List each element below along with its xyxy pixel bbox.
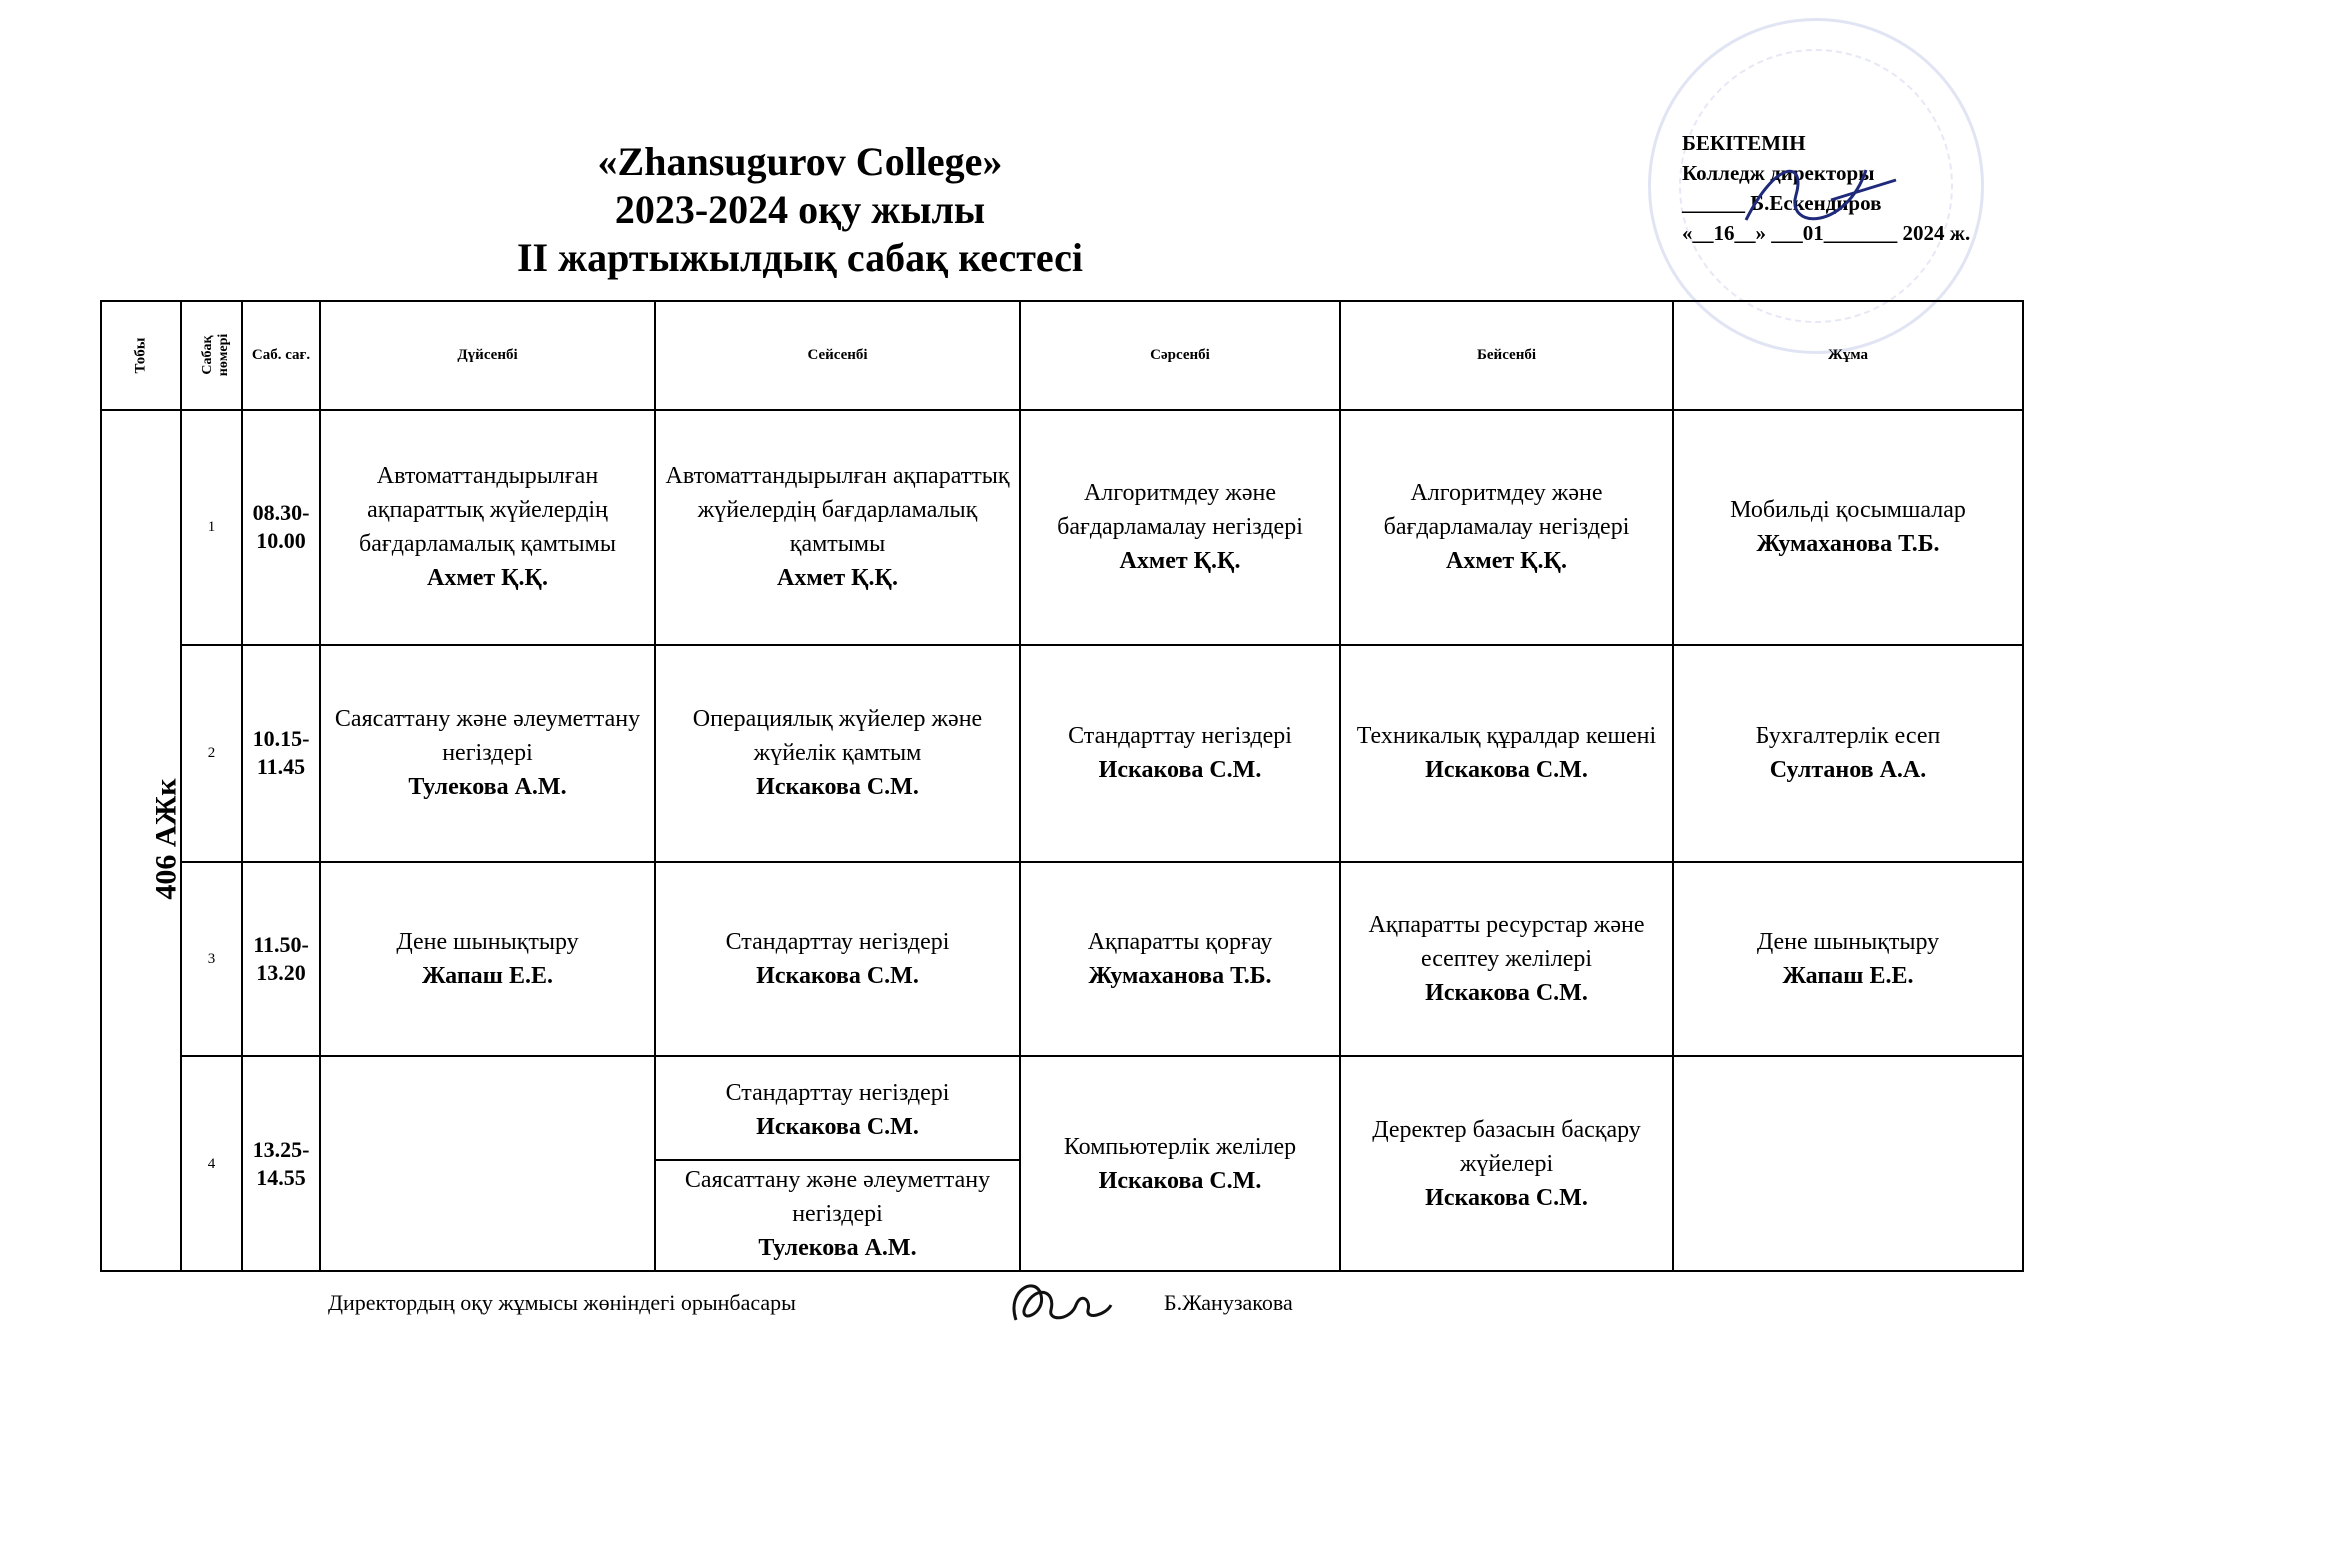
schedule-cell: Операциялық жүйелер және жүйелік қамтым Искакова С.М. [655,645,1020,862]
academic-year: 2023-2024 оқу жылы [614,187,986,232]
table-row [101,1056,2023,1271]
lesson-number: 3 [181,862,242,1057]
header-day-friday: Жұма [1673,301,2023,410]
schedule-cell: Саясаттану және әлеуметтану негіздері Тулекова А.М. [320,645,655,862]
schedule-cell: Стандарттау негіздері Искакова С.М. [655,862,1020,1057]
schedule-cell-split [655,1056,1020,1271]
schedule-cell: Стандарттау негіздері Искакова С.М. [1020,645,1340,862]
table-row [101,645,2023,862]
header-group: Тобы [101,301,181,410]
schedule-cell: Мобильді қосымшалар Жумаханова Т.Б. [1673,410,2023,645]
table-row [101,410,2023,645]
table-row [101,862,2023,1057]
split-top: Стандарттау негіздері Искакова С.М. [656,1061,1019,1161]
approval-heading: БЕКІТЕМІН [1682,131,1806,155]
lesson-time: 10.15-11.45 [242,645,320,862]
header-day-wednesday: Сәрсенбі [1020,301,1340,410]
lesson-number: 2 [181,645,242,862]
lesson-time: 11.50-13.20 [242,862,320,1057]
approval-date: «__16__» ___01_______ 2024 ж. [1682,221,1971,245]
schedule-table [100,300,2024,1272]
deputy-name: Б.Жанузакова [1164,1290,1293,1315]
header-day-tuesday: Сейсенбі [655,301,1020,410]
schedule-cell: Алгоритмдеу және бағдарламалау негіздері Ахмет Қ.Қ. [1340,410,1673,645]
lesson-number: 4 [181,1056,242,1271]
schedule-cell-empty [1673,1056,2023,1271]
schedule-cell: Ақпаратты қорғау Жумаханова Т.Б. [1020,862,1340,1057]
lesson-time: 08.30-10.00 [242,410,320,645]
deputy-position: Директордың оқу жұмысы жөніндегі орынбасары [328,1290,796,1315]
schedule-cell: Алгоритмдеу және бағдарламалау негіздері Ахмет Қ.Қ. [1020,410,1340,645]
schedule-title: II жартыжылдық сабақ кестесі [516,235,1083,280]
lesson-number: 1 [181,410,242,645]
director-signature [1736,150,1906,240]
schedule-cell: Бухгалтерлік есеп Султанов А.А. [1673,645,2023,862]
header-time: Саб. сағ. [242,301,320,410]
college-name: «Zhansugurov College» [597,139,1003,184]
group-cell: 406 АЖк [101,410,181,1271]
approval-position: Колледж директоры [1682,161,1875,185]
header-row [101,301,2023,410]
schedule-cell-empty [320,1056,655,1271]
approval-director: ______ Б.Ескендиров [1682,191,1882,215]
schedule-cell: Деректер базасын басқару жүйелері Искакова С.М. [1340,1056,1673,1271]
schedule-cell: Автоматтандырылған ақпараттық жүйелердің бағдарламалық қамтымы Ахмет Қ.Қ. [320,410,655,645]
document-title [380,138,1220,282]
lesson-time: 13.25-14.55 [242,1056,320,1271]
schedule-cell: Ақпаратты ресурстар және есептеу желілері Искакова С.М. [1340,862,1673,1057]
schedule-cell: Техникалық құралдар кешені Искакова С.М. [1340,645,1673,862]
schedule-cell: Компьютерлік желілер Искакова С.М. [1020,1056,1340,1271]
schedule-cell: Автоматтандырылған ақпараттық жүйелердің бағдарламалық қамтымы Ахмет Қ.Қ. [655,410,1020,645]
header-lesson-number: Сабақ нөмері [181,301,242,410]
split-bottom: Саясаттану және әлеуметтану негіздері Тулекова А.М. [684,1166,991,1261]
header-day-thursday: Бейсенбі [1340,301,1673,410]
schedule-cell: Дене шынықтыру Жапаш Е.Е. [1673,862,2023,1057]
header-day-monday: Дүйсенбі [320,301,655,410]
schedule-cell: Дене шынықтыру Жапаш Е.Е. [320,862,655,1057]
deputy-signature [996,1270,1126,1330]
